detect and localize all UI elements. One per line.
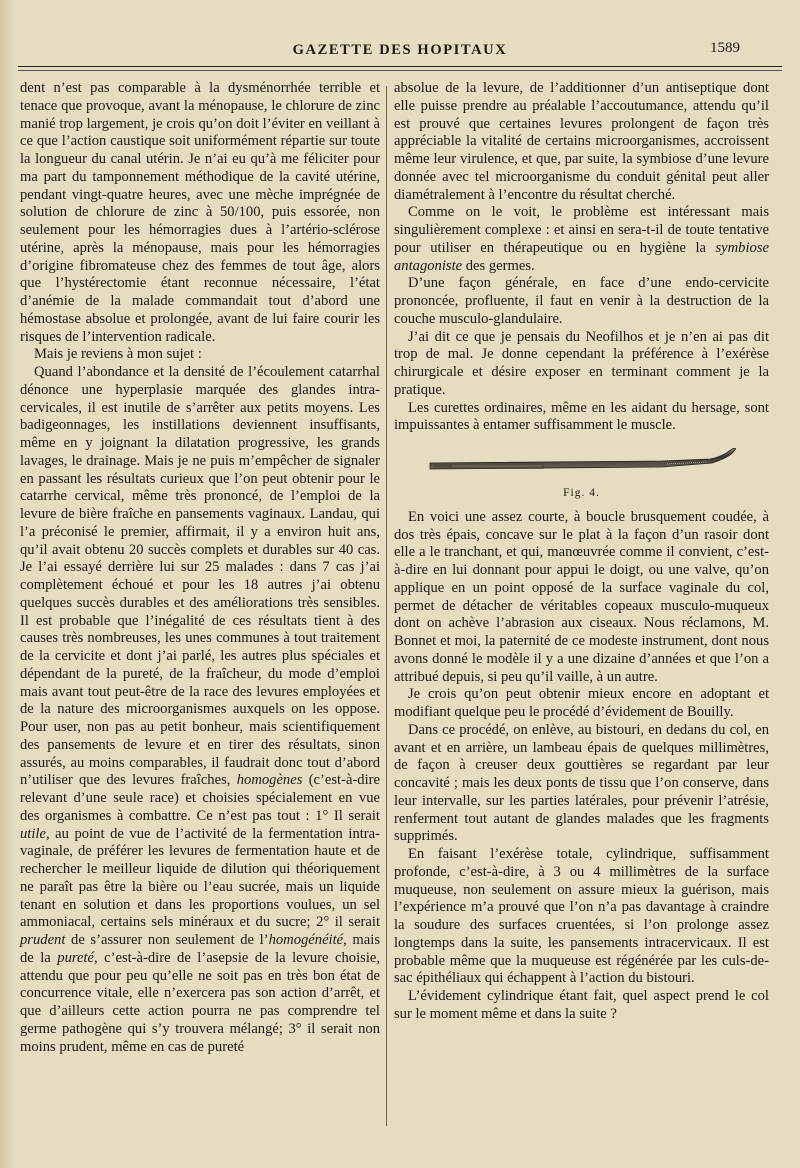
paragraph: Dans ce procédé, on enlève, au bistouri, en dedans du col, en avant et en arrière, un lambeau épais de quelques millimètres, de façon à creuser deux gouttières se regardant par leur concavité ; mais les deux ponts de tissu que l’on conserve, dans leur intervalle, sur les parties latérales, pour prévenir l’atrésie, renferment tout autant de glandes malades que les fragments supprimés. [394,721,769,845]
italic-term: symbiose antagoniste [394,239,769,274]
paragraph: dent n’est pas comparable à la dysménorrhée terrible et tenace que provoque, avant la ménopause, le chlorure de zinc manié trop largement, je crois qu’on doit l’éviter en veillant à ce que l’action caustique soit uniformément répartie sur toute la longueur du canal utérin. Je n’ai eu qu’à me féliciter pour ma part du tamponnement méthodique de la cavité utérine, pendant vingt-quatre heures, avec une mèche imprégnée de solution de chlorure de zinc à 50/100, puis essorée, non seulement pour les hémorragies dues à l’artério-sclérose utérine, après la ménopause, mais pour les hémorragies d’origine fibromateuse chez des femmes de tout âge, alors que l’hystérectomie étant reconnue nécessaire, l’état d’anémie de la malade commandait tout d’abord une hémostase absolue et prolongée, avant de lui faire courir les risques de l’intervention radicale. [20,80,380,345]
text-run: Comme on le voit, le problème est intéressant mais singulièrement complexe : et ainsi en sera-t-il de toute tentative pour utiliser en thérapeutique ou en hygiène la [394,204,769,256]
paragraph: L’évidement cylindrique étant fait, quel aspect prend le col sur le moment même et dans la suite ? [394,988,769,1022]
header-rule-bottom [18,70,782,71]
italic-term: utile [20,825,46,842]
text-run: des germes. [462,257,535,274]
figure [394,443,769,503]
page-number: 1589 [710,40,740,56]
text-run: , c’est-à-dire de l’asepsie de la levure choisie, attendu que pour peu qu’elle ne soit pas en très bon état de concurrence vitale, elle n’exercera pas son action d’arrêt, et que d’ailleurs cette action pourra ne pas comprendre tel germe pathogène qui s’y trouvera mélangé; 3° il serait non moins prudent, même en cas de pureté [20,949,380,1055]
text-run: de s’assurer non seulement de l’ [65,932,269,948]
page-edge [0,0,16,1168]
italic-term: homogénéité [268,932,344,948]
text-run: Quand l’abondance et la densité de l’écoulement catarrhal dénonce une hyperplasie marquée des glandes intra-cervicales, il est inutile de s’arrêter aux petits moyens. Les badigeonnages, les instillations deviennent insuffisants, même en y joignant la dilatation progressive, les grands lavages, le drainage. Mais je ne puis m’empêcher de signaler en passant les résultats curieux que l’on peut obtenir pour le catarrhe cervical, même très prononcé, de l’emploi de la levure de bière fraîche en pansements vaginaux. Landau, qui l’a préconisé le premier, affirmait, il y a environ huit ans, qu’il avait obtenu 20 succès complets et durables sur 40 cas. Je l’ai essayé derrière lui sur 25 malades : dans 7 cas j’ai complètement échoué et pour les 18 autres j’ai obtenu quelques succès durables et des améliorations très sensibles. Il est probable que l’inégalité de ces résultats tient à des causes très nombreuses, les unes communes à tout traitement de la cervicite et dont j’ai parlé, les autres plus spéciales et dépendant de la pureté, de la fraîcheur, du mode d’emploi mais avant tout peut-être de la race des levures employées et de la nature des microorganismes auxquels on les oppose. Pour user, non pas au petit bonheur, mais scientifiquement des pansements de levure et en tirer des résultats, sinon assurés, au moins comparables, il faudrait donc tout d’abord n’utiliser que des levures fraîches, [20,364,380,789]
italic-term: pureté [57,949,95,966]
header-rule-top [18,66,782,67]
curette-illustration [422,443,742,483]
paragraph: J’ai dit ce que je pensais du Neofilhos et je n’en ai pas dit trop de mal. Je donne cependant la préférence à l’exérèse chirurgicale et désire exposer en terminant comment je la pratique. [394,328,769,398]
paragraph: D’une façon générale, en face d’une endo-cervicite prononcée, profluente, il faut en venir à la destruction de la couche musculo-glandulaire. [394,275,769,327]
paragraph [20,364,380,1056]
page-header [0,34,800,64]
text-run: (c’est-à-dire relevant d’une seule race) et choisies spécialement en vue des organismes à combattre. Ce n’est pas tout : 1° Il serait [20,772,380,824]
right-column [394,80,769,1024]
italic-term: prudent [20,932,66,948]
column-divider [386,86,387,1126]
paragraph: Je crois qu’on peut obtenir mieux encore en adoptant et modifiant quelque peu le procédé d’évidement de Bouilly. [394,686,769,720]
paragraph: En voici une assez courte, à boucle brusquement coudée, à dos très épais, concave sur le plat à la façon d’un rasoir dont elle a le tranchant, et qui, manœuvrée comme il convient, c’est-à-dire en lui donnant pour appui le doigt, ou une valve, qu’on applique en un point opposé de la surface vaginale du col, permet de détacher de véritables copeaux musculo-muqueux dont on achève l’abrasion aux ciseaux. Nous réclamons, M. Bonnet et moi, la paternité de ce modeste instrument, dont nous avons donné le modèle il y a une dizaine d’années et que l’on a attribué depuis, si peu qu’il vaille, à un autre. [394,508,769,685]
left-column [20,80,380,1056]
paragraph: absolue de la levure, de l’additionner d’un antiseptique dont elle puisse prendre au préalable l’accoutumance, attendu qu’il est prouvé que certaines levures prolongent de façon très appréciable la vitalité de certains microorganismes, accroissent même leur virulence, et que, par suite, la symbiose d’une levure donnée avec tel microorganisme du conduit génital peut aller diamétralement à l’encontre du résultat cherché. [394,80,769,203]
paragraph: Les curettes ordinaires, même en les aidant du hersage, sont impuissantes à entamer suffisamment le muscle. [394,399,769,434]
paragraph: Mais je reviens à mon sujet : [34,346,202,363]
text-run: , mais de la [20,932,380,966]
paragraph [394,204,769,275]
running-title: GAZETTE DES HOPITAUX [292,42,508,58]
text-run: , au point de vue de l’activité de la fermentation intra-vaginale, de préférer les levures de fermentation haute et de rechercher le meilleur liquide de dilution qui théoriquement ne paraît pas être la bière ou l’eau sucrée, mais un liquide tenant en solution et dans les proportions voulues, un sel ammoniacal, certains sels minéraux et du sucre; 2° il serait [20,825,380,931]
figure-caption: Fig. 4. [563,487,600,499]
paragraph: En faisant l’exérèse totale, cylindrique, suffisamment profonde, c’est-à-dire, à 3 ou 4 millimètres de la surface muqueuse, non seulement on assure mieux la guérison, mais l’expérience m’a prouvé que l’on n’a pas davantage à craindre la soudure des surfaces cruentées, si l’on prolonge assez longtemps dans la suite, les pansements intracervicaux. Il est probable même que la muqueuse est régénérée par les culs-de-sac épithéliaux qui échappent à l’action du bistouri. [394,846,769,987]
italic-term: homogènes [236,772,303,789]
